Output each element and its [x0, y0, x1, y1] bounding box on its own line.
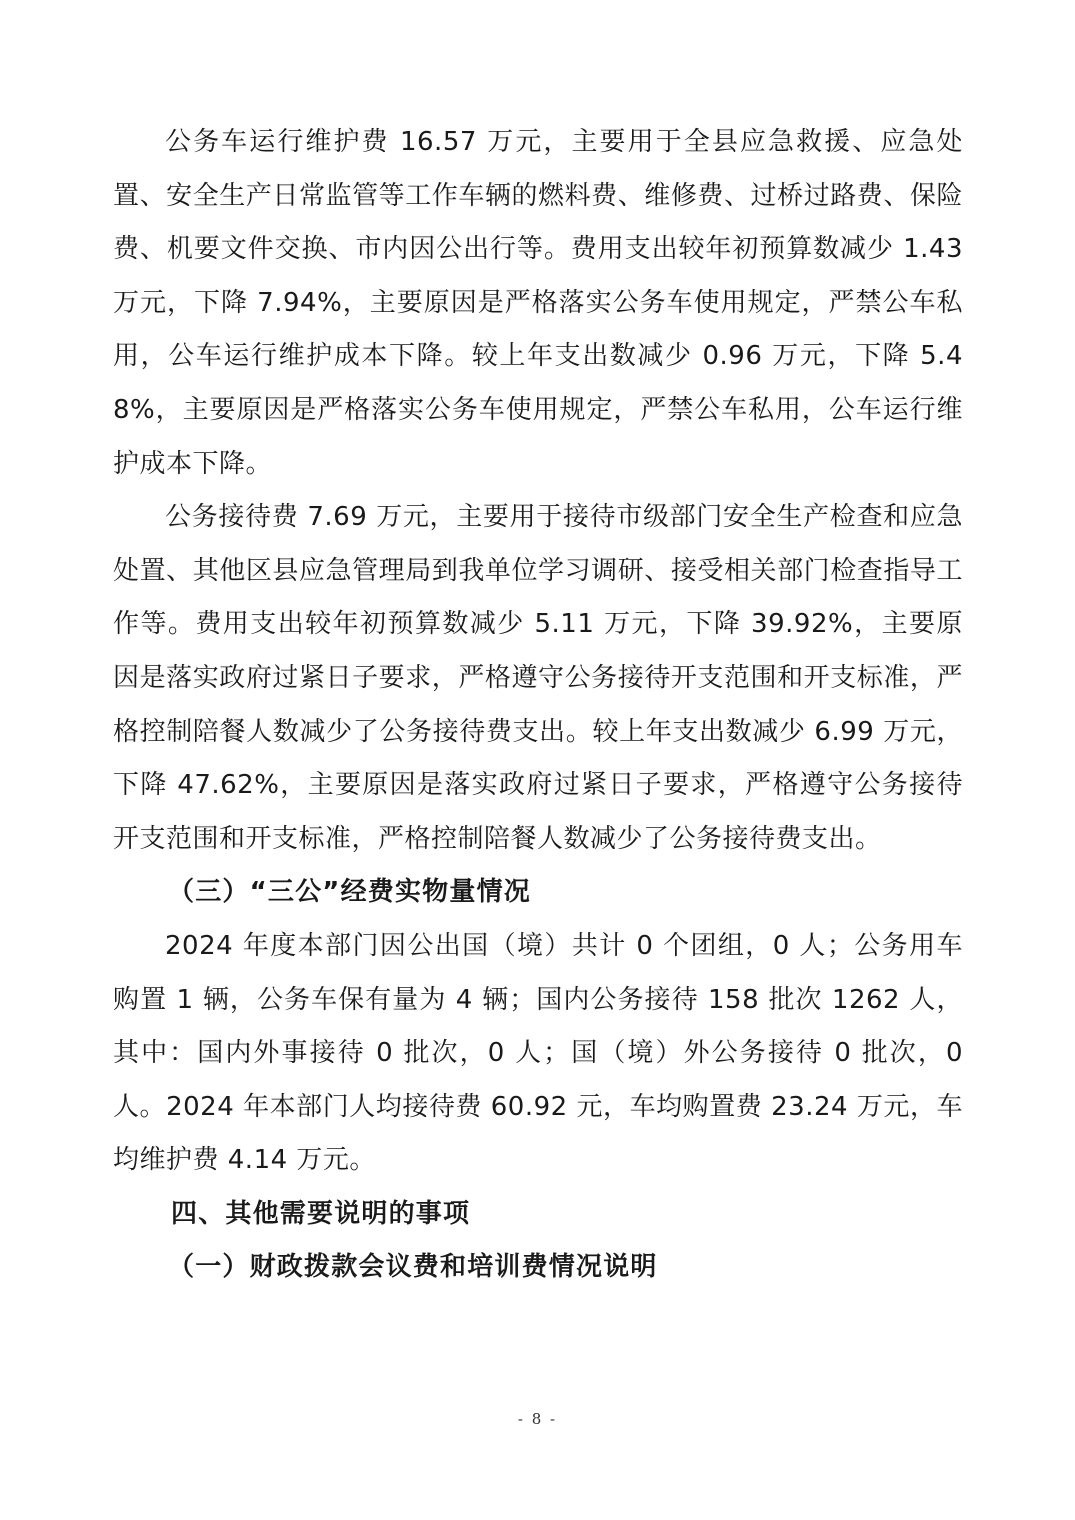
document-body	[113, 116, 963, 1295]
subsection-heading-one: （一）财政拨款会议费和培训费情况说明	[168, 1252, 658, 1283]
section-heading-four: 四、其他需要说明的事项	[171, 1198, 471, 1229]
paragraph-reception-fee: 公务接待费 7.69 万元，主要用于接待市级部门安全生产检查和应急处置、其他区县应急管理局到我单位学习调研、接受相关部门检查指导工作等。费用支出较年初预算数减少 5.11 万元，下降 39.92%，主要原因是落实政府过紧日子要求，严格遵守公务接待开支范围和开支标准，严格控制陪餐人数减少了公务接待费支出。较上年支出数减少 6.99 万元，下降 47.62%，主要原因是落实政府过紧日子要求，严格遵守公务接待开支范围和开支标准，严格控制陪餐人数减少了公务接待费支出。	[113, 502, 963, 854]
paragraph-vehicle-maintenance: 公务车运行维护费 16.57 万元，主要用于全县应急救援、应急处置、安全生产日常监管等工作车辆的燃料费、维修费、过桥过路费、保险费、机要文件交换、市内因公出行等。费用支出较年初预算数减少 1.43 万元，下降 7.94%，主要原因是严格落实公务车使用规定，严禁公车私用，公车运行维护成本下降。较上年支出数减少 0.96 万元，下降 5.48%，主要原因是严格落实公务车使用规定，严禁公车私用，公车运行维护成本下降。	[113, 127, 963, 479]
section-heading-three: （三）“三公”经费实物量情况	[168, 877, 531, 908]
paragraph-physical-quantity: 2024 年度本部门因公出国（境）共计 0 个团组，0 人；公务用车购置 1 辆，公务车保有量为 4 辆；国内公务接待 158 批次 1262 人，其中：国内外事接待 0 批次，0 人；国（境）外公务接待 0 批次，0 人。2024 年本部门人均接待费 60.92 元，车均购置费 23.24 万元，车均维护费 4.14 万元。	[113, 930, 963, 1176]
page-number: - 8 -	[517, 1410, 558, 1428]
